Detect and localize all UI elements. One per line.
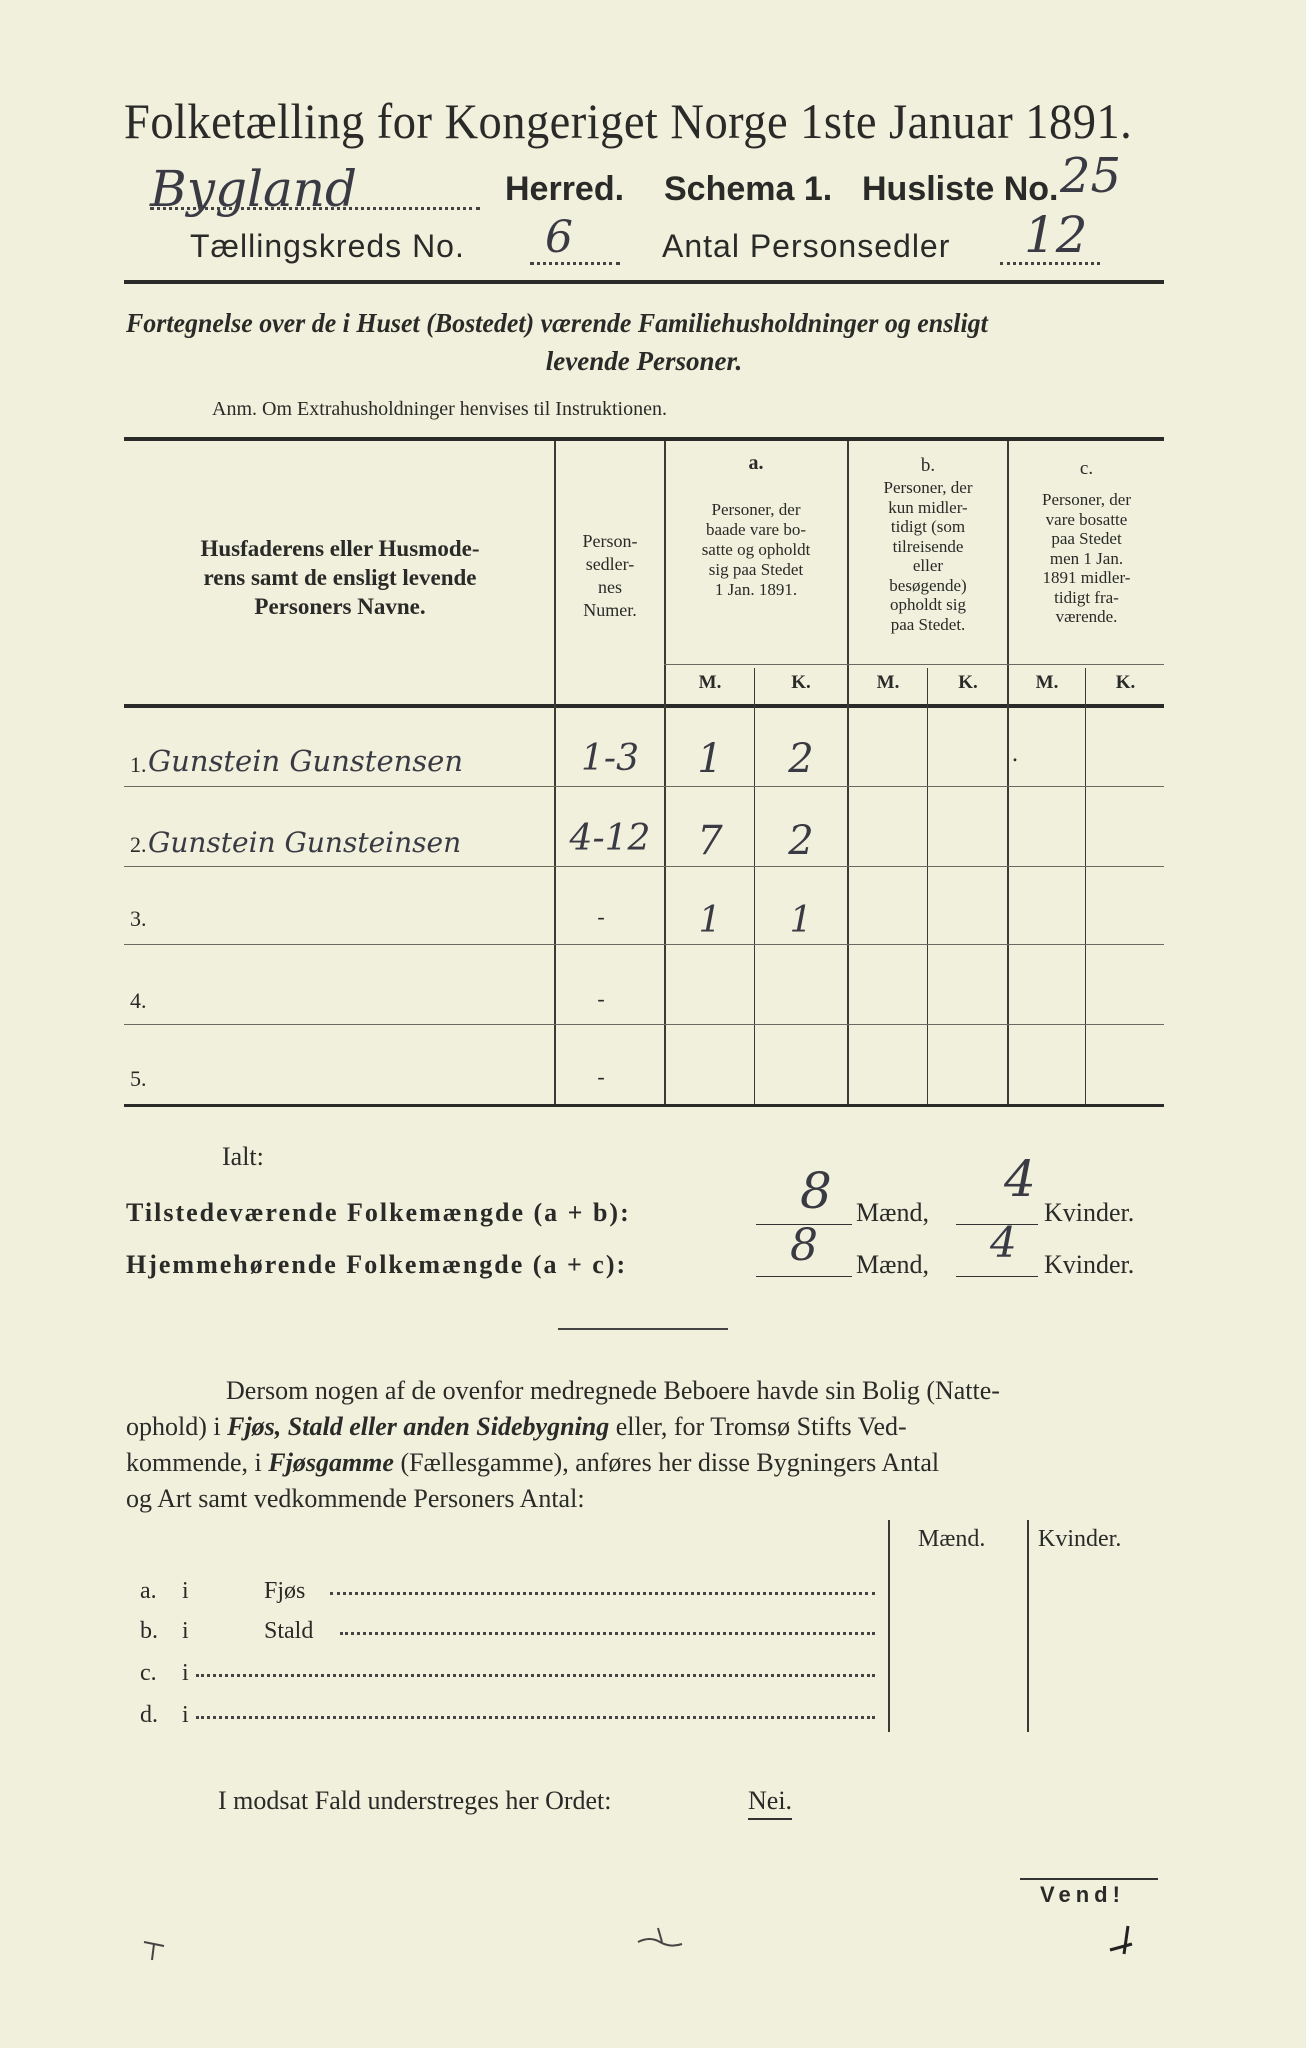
fjos-col-kvinder: Kvinder. bbox=[1038, 1526, 1122, 1552]
dersom-line-3: kommende, i Fjøsgamme (Fællesgamme), anføres her disse Bygningers Antal bbox=[126, 1448, 940, 1477]
item-label: Fjøs bbox=[264, 1578, 306, 1604]
row-line-3 bbox=[124, 944, 1164, 945]
item-label: Stald bbox=[264, 1618, 314, 1644]
antal-label: Antal Personsedler bbox=[662, 228, 951, 264]
row-personsedler: - bbox=[597, 1064, 605, 1089]
row-number: 4. bbox=[130, 988, 147, 1013]
row-number: 5. bbox=[130, 1066, 147, 1091]
pen-mark-center bbox=[636, 1924, 686, 1954]
col-b-letter: b. bbox=[920, 455, 936, 476]
hjem-label: Hjemmehørende Folkemængde (a + c): bbox=[126, 1250, 628, 1279]
antal-value: 12 bbox=[1024, 206, 1088, 264]
col-a-letter: a. bbox=[748, 452, 764, 474]
schema-label: Schema 1. bbox=[664, 170, 833, 208]
col-a-k: K. bbox=[791, 672, 811, 693]
tilst-kvinder: Kvinder. bbox=[1044, 1198, 1135, 1227]
mk-rule bbox=[664, 664, 1164, 665]
dersom-line-2: ophold) i Fjøs, Stald eller anden Sidebygning eller, for Tromsø Stifts Ved- bbox=[126, 1412, 907, 1441]
col-divider-bm bbox=[927, 668, 928, 1104]
row-line-4 bbox=[124, 1024, 1164, 1025]
col-b-k: K. bbox=[958, 672, 978, 693]
hjem-k-value: 4 bbox=[990, 1218, 1017, 1267]
herred-value: Bygland bbox=[150, 160, 358, 218]
hjem-maend: Mænd, bbox=[856, 1250, 929, 1279]
fjos-col-divider-2 bbox=[1027, 1520, 1029, 1732]
row-number: 1. bbox=[130, 752, 147, 777]
pen-mark-right bbox=[1104, 1920, 1144, 1960]
row-a-k: 2 bbox=[788, 736, 814, 782]
item-prep: i bbox=[182, 1702, 189, 1728]
col-c-letter: c. bbox=[1079, 458, 1094, 479]
fjos-col-maend: Mænd. bbox=[918, 1526, 986, 1552]
intro-line-1: Fortegnelse over de i Huset (Bostedet) værende Familiehusholdninger og ensligt bbox=[126, 308, 988, 338]
table-bottom-rule bbox=[124, 1104, 1164, 1107]
row-personsedler: - bbox=[597, 904, 605, 929]
row-number: 3. bbox=[130, 906, 147, 931]
herred-label: Herred. bbox=[505, 170, 625, 208]
item-dots bbox=[196, 1716, 875, 1719]
col-b-m: M. bbox=[876, 672, 900, 693]
header-rule bbox=[124, 280, 1164, 284]
page-title: Folketælling for Kongeriget Norge 1ste Januar 1891. bbox=[124, 93, 1133, 149]
item-dots bbox=[340, 1632, 875, 1635]
anm-note: Anm. Om Extrahusholdninger henvises til Instruktionen. bbox=[212, 398, 667, 420]
intro-line-2: levende Personer. bbox=[545, 346, 743, 376]
col-header-c: Personer, der vare bosatte paa Stedet men 1 Jan. 1891 midler- tidigt fra- værende. bbox=[1041, 490, 1131, 626]
item-letter: c. bbox=[140, 1660, 157, 1686]
row-personsedler: 1-3 bbox=[581, 738, 639, 779]
row-a-k: 1 bbox=[789, 900, 813, 941]
fjos-col-divider-1 bbox=[888, 1520, 890, 1732]
tilst-m-value: 8 bbox=[800, 1162, 832, 1220]
item-dots bbox=[196, 1674, 875, 1677]
col-header-num: Person- sedler- nes Numer. bbox=[582, 531, 638, 620]
hjem-kvinder: Kvinder. bbox=[1044, 1250, 1135, 1279]
dersom-line-1: Dersom nogen af de ovenfor medregnede Beboere havde sin Bolig (Natte- bbox=[226, 1376, 1000, 1405]
tilst-maend: Mænd, bbox=[856, 1198, 929, 1227]
hjem-k-line bbox=[956, 1276, 1038, 1277]
item-prep: i bbox=[182, 1578, 189, 1604]
row-a-k: 2 bbox=[788, 818, 814, 864]
item-prep: i bbox=[182, 1618, 189, 1644]
item-dots bbox=[330, 1592, 875, 1595]
row-line-2 bbox=[124, 866, 1164, 867]
husliste-label: Husliste No. bbox=[862, 170, 1059, 208]
tilst-k-value: 4 bbox=[1004, 1150, 1036, 1208]
hjem-m-line bbox=[756, 1276, 852, 1277]
hjem-m-value: 8 bbox=[790, 1220, 818, 1271]
col-c-k: K. bbox=[1115, 672, 1136, 693]
antal-dots bbox=[1000, 262, 1100, 265]
dersom-line-4: og Art samt vedkommende Personers Antal: bbox=[126, 1484, 585, 1513]
kreds-value: 6 bbox=[545, 212, 573, 263]
row-personsedler: 4-12 bbox=[569, 818, 651, 859]
ialt-label: Ialt: bbox=[222, 1142, 264, 1171]
row-personsedler: - bbox=[597, 986, 605, 1011]
row-c-m: . bbox=[1011, 742, 1019, 767]
husliste-value: 25 bbox=[1060, 148, 1122, 204]
kreds-label: Tællingskreds No. bbox=[190, 228, 465, 264]
section-divider bbox=[558, 1328, 728, 1330]
kreds-dots bbox=[530, 262, 620, 265]
row-line-1 bbox=[124, 786, 1164, 787]
col-divider-cm bbox=[1085, 668, 1086, 1104]
item-letter: b. bbox=[140, 1618, 158, 1644]
row-a-m: 1 bbox=[698, 900, 722, 941]
item-prep: i bbox=[182, 1660, 189, 1686]
row-name: Gunstein Gunstensen bbox=[148, 744, 464, 778]
vend-text: Vend! bbox=[1040, 1882, 1125, 1907]
row-a-m: 1 bbox=[697, 736, 723, 782]
col-header-name: Husfaderens eller Husmode- rens samt de ensligt levende Personers Navne. bbox=[200, 536, 480, 619]
vend-rule bbox=[1020, 1878, 1158, 1880]
pen-mark-left bbox=[140, 1936, 170, 1966]
item-letter: a. bbox=[140, 1578, 157, 1604]
col-c-m: M. bbox=[1035, 672, 1059, 693]
col-a-m: M. bbox=[698, 672, 722, 693]
row-number: 2. bbox=[130, 832, 147, 857]
col-header-b: Personer, der kun midler- tidigt (som tilreisende eller besøgende) opholdt sig paa Stedet. bbox=[883, 478, 973, 634]
col-divider-am bbox=[754, 668, 755, 1104]
row-name: Gunstein Gunsteinsen bbox=[148, 826, 462, 859]
modsat-text: I modsat Fald understreges her Ordet: bbox=[218, 1786, 612, 1815]
col-header-a: Personer, der baade vare bo- satte og opholdt sig paa Stedet 1 Jan. 1891. bbox=[701, 500, 811, 599]
row-a-m: 7 bbox=[697, 818, 723, 864]
item-letter: d. bbox=[140, 1702, 158, 1728]
herred-dots bbox=[150, 207, 480, 210]
nei-word: Nei. bbox=[748, 1786, 792, 1820]
tilst-label: Tilstedeværende Folkemængde (a + b): bbox=[126, 1198, 631, 1227]
